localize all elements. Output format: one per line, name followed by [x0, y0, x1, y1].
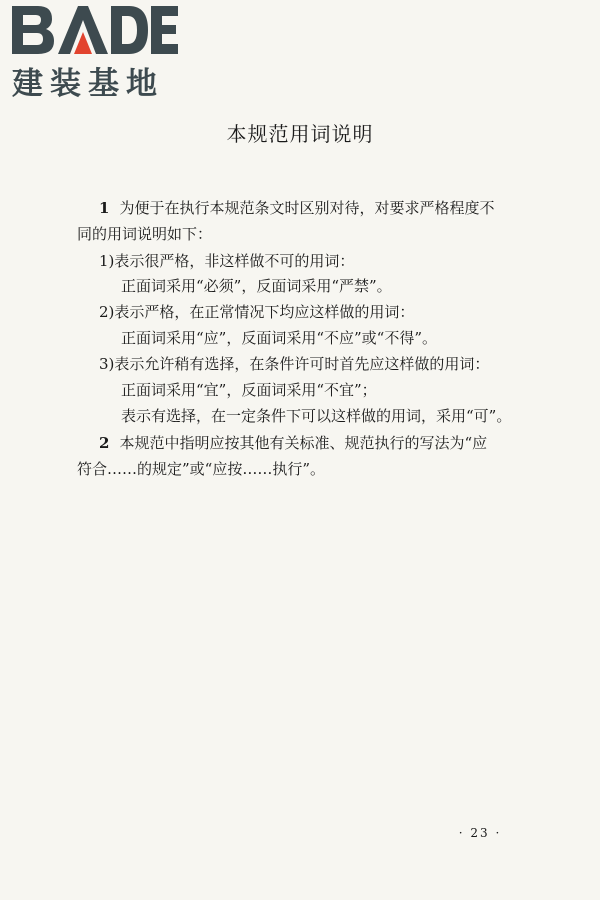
section-1-line-2: 同的用词说明如下： — [77, 225, 213, 243]
logo-subtitle: 建装基地 — [12, 66, 164, 102]
bade-logo — [8, 2, 188, 102]
item-2-heading: 2)表示严格，在正常情况下均应这样做的用词： — [99, 303, 415, 321]
item-1-heading: 1)表示很严格，非这样做不可的用词： — [99, 252, 355, 270]
item-3-line-2: 表示有选择，在一定条件下可以这样做的用词，采用“可”。 — [121, 407, 512, 425]
item-2-line: 正面词采用“应”，反面词采用“不应”或“不得”。 — [121, 329, 438, 347]
item-3-heading: 3)表示允许稍有选择，在条件许可时首先应这样做的用词： — [99, 355, 490, 373]
section-number: 1 — [99, 199, 110, 217]
page-number: · 23 · — [458, 826, 502, 840]
section-1-line-1: 1 为便于在执行本规范条文时区别对待，对要求严格程度不 — [99, 199, 495, 217]
page-title: 本规范用词说明 — [226, 122, 374, 146]
item-3-line-1: 正面词采用“宜”，反面词采用“不宜”； — [121, 381, 377, 399]
logo-wordmark — [8, 2, 180, 58]
section-number: 2 — [99, 434, 110, 452]
item-1-line: 正面词采用“必须”，反面词采用“严禁”。 — [121, 277, 392, 295]
section-2-line-1: 2 本规范中指明应按其他有关标准、规范执行的写法为“应 — [99, 434, 488, 452]
section-2-line-2: 符合……的规定”或“应按……执行”。 — [77, 460, 326, 478]
